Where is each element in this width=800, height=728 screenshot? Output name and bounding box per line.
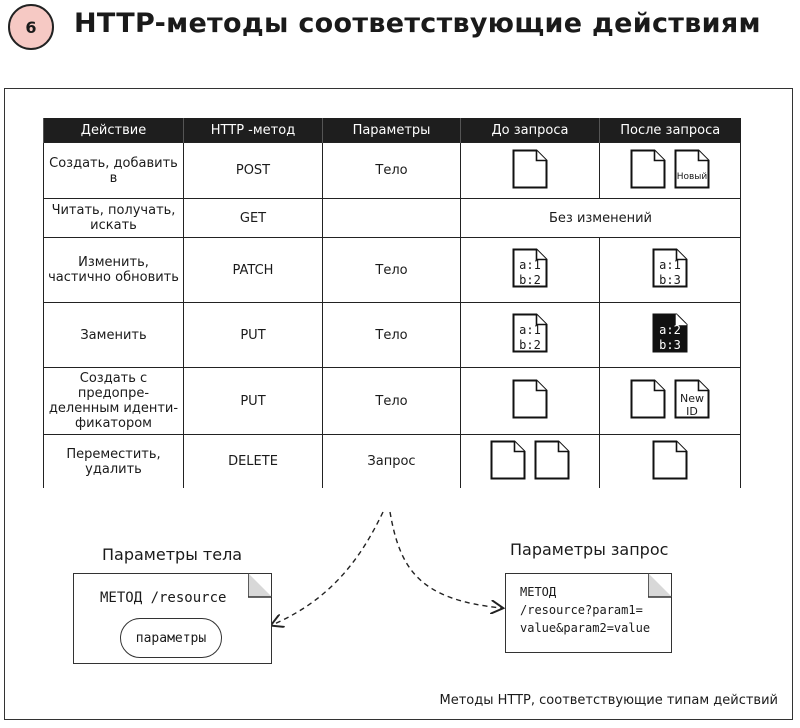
document-label-line: ID (686, 405, 698, 418)
query-params-title: Параметры запрос (510, 540, 669, 559)
action-cell: Изменить, частично обновить (44, 238, 184, 303)
document-label-line: a:1 (519, 258, 541, 272)
header-before: До запроса (461, 118, 600, 143)
action-cell: Переместить, удалить (44, 435, 184, 489)
params-cell: Тело (323, 368, 461, 435)
document-label-line: b:3 (659, 273, 681, 287)
action-cell: Заменить (44, 303, 184, 368)
action-cell: Создать с предопре-деленным иденти-фикатором (44, 368, 184, 435)
action-cell: Читать, получать, искать (44, 199, 184, 238)
method-cell: PATCH (184, 238, 323, 303)
query-params-line-2: /resource?param1= (520, 603, 643, 617)
header-action: Действие (44, 118, 184, 143)
params-cell: Тело (323, 303, 461, 368)
header-method: HTTP -метод (184, 118, 323, 143)
method-cell: PUT (184, 303, 323, 368)
query-params-line-1: МЕТОД (520, 585, 557, 599)
document-label-line: b:3 (659, 338, 681, 352)
method-cell: DELETE (184, 435, 323, 489)
query-params-line-3: value&param2=value (520, 621, 651, 635)
document-label-line: a:2 (659, 323, 681, 337)
page-title: HTTP-методы соответствующие действиям (74, 8, 761, 39)
header-params: Параметры (323, 118, 461, 143)
body-params-title: Параметры тела (102, 545, 243, 564)
document-label-line: b:2 (519, 338, 541, 352)
params-cell: Запрос (323, 435, 461, 489)
method-cell: PUT (184, 368, 323, 435)
page-fold-icon (648, 572, 674, 598)
params-cell: Тело (323, 143, 461, 199)
params-cell: Тело (323, 238, 461, 303)
document-label-line: New (680, 392, 704, 405)
document-label-line: Новый (676, 171, 708, 182)
arrow-to-query-params (390, 512, 502, 608)
arrow-to-body-params (272, 512, 383, 625)
document-label-line: a:1 (659, 258, 681, 272)
document-label-line: b:2 (519, 273, 541, 287)
method-cell: POST (184, 143, 323, 199)
body-params-pill: параметры (120, 618, 222, 658)
figure-caption: Методы HTTP, соответствующие типам действий (439, 693, 778, 708)
action-cell: Создать, добавить в (44, 143, 184, 199)
header-after: После запроса (600, 118, 741, 143)
document-label-line: a:1 (519, 323, 541, 337)
no-change-cell: Без изменений (461, 199, 741, 238)
step-badge: 6 (8, 4, 54, 50)
method-cell: GET (184, 199, 323, 238)
page-fold-icon (248, 572, 274, 598)
body-params-request-line: МЕТОД /resource (100, 590, 227, 606)
